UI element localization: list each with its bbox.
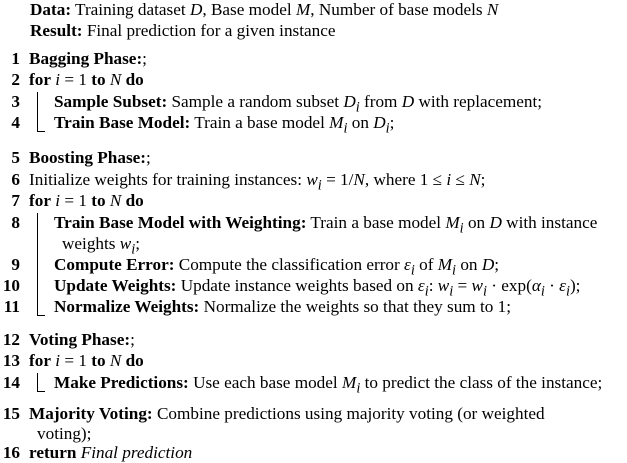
line-number: 5: [11, 148, 20, 167]
for-loop-line: for i = 1 to N do: [29, 191, 144, 210]
majority-voting-line: Majority Voting: Combine predictions using majority voting (or weighted: [29, 404, 545, 423]
compute-error-line: Compute Error: Compute the classification error $\varepsilon_i$ of $M_i$ on D;: [54, 255, 500, 279]
boosting-phase-heading: Boosting Phase:;: [29, 148, 151, 167]
data-line: Data: Training dataset D, Base model M, Number of base models N: [30, 0, 499, 19]
line-number: 8: [11, 213, 20, 232]
train-weighted-line: Train Base Model with Weighting: Train a base model $M_i$ on D with instance: [54, 213, 598, 237]
update-weights-line: Update Weights: Update instance weights based on $\varepsilon_i$: $w_i = w_i \cdot \exp(\alpha_i \cdot \varepsilon_i)$;: [54, 276, 581, 300]
voting-phase-heading: Voting Phase:;: [29, 330, 135, 349]
line-number: 3: [11, 92, 20, 111]
line-number: 11: [3, 297, 20, 316]
sample-subset-line: Sample Subset: Sample a random subset $D_i$ from D with replacement;: [54, 92, 543, 116]
majority-voting-line-cont: voting);: [37, 424, 92, 443]
result-line: Result: Final prediction for a given instance: [30, 21, 336, 40]
line-number: 2: [11, 70, 20, 89]
line-number: 6: [11, 170, 20, 189]
loop-guide: [37, 373, 45, 392]
train-weighted-line-cont: weights $w_i$;: [62, 234, 140, 258]
line-number: 9: [11, 255, 20, 274]
loop-guide: [37, 213, 45, 316]
line-number: 1: [11, 49, 20, 68]
bagging-phase-heading: Bagging Phase:;: [29, 49, 147, 68]
train-base-model-line: Train Base Model: Train a base model $M_i$ on $D_i$;: [54, 113, 395, 137]
line-number: 16: [2, 443, 20, 462]
line-number: 13: [2, 351, 20, 370]
make-predictions-line: Make Predictions: Use each base model $M_i$ to predict the class of the instance;: [54, 373, 603, 397]
line-number: 12: [2, 330, 20, 349]
line-number: 7: [11, 191, 20, 210]
line-number: 14: [2, 373, 20, 392]
normalize-weights-line: Normalize Weights: Normalize the weights so that they sum to 1;: [54, 297, 511, 316]
line-number: 15: [2, 404, 20, 423]
initialize-weights-line: Initialize weights for training instances: $w_i = 1/N$, where 1 ≤ i ≤ N;: [29, 170, 486, 194]
for-loop-line: for i = 1 to N do: [29, 351, 144, 370]
loop-guide: [37, 92, 45, 132]
line-number: 4: [11, 113, 20, 132]
for-loop-line: for i = 1 to N do: [29, 70, 144, 89]
line-number: 10: [2, 276, 20, 295]
return-line: return Final prediction: [29, 443, 193, 462]
